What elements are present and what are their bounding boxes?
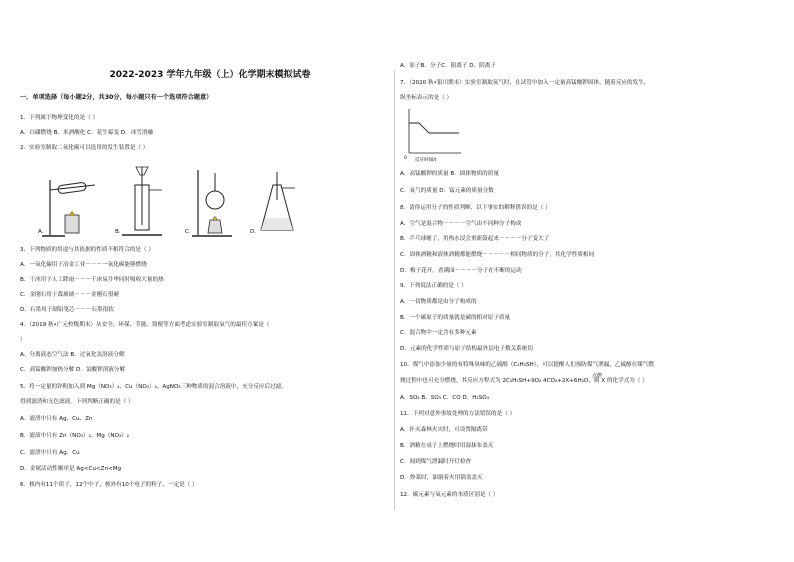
apparatus-figures <box>20 165 320 240</box>
apparatus-d-figure <box>255 170 300 240</box>
exam-title: 2022-2023 学年九年级（上）化学期末模拟试卷 <box>109 70 311 80</box>
answer-option: C．闻到煤气泄漏时开灯检查 <box>400 459 472 465</box>
question-line: 11．下列对意外事故处理的方法错误的是（ ） <box>400 411 516 417</box>
question-line: ） <box>20 337 26 343</box>
answer-options: A．分离液态空气法 B．过氧化氢溶液分解 <box>20 352 125 358</box>
question-line: 7．（2020 秋•银川期末）实验室制取氧气时，在试管中加入一定量高锰酸钾固体，随着反应的发生， <box>400 80 650 86</box>
question-line: 纵坐标表示的是（ ） <box>400 95 453 101</box>
question-line: 5．将一定量的锌粉加入到 Mg（NO₃）₂、Cu（NO₃）₂、AgNO₃三种物质的混合溶液中，充分反应后过滤， <box>20 384 287 390</box>
apparatus-c-figure <box>190 165 235 240</box>
answer-option: D．元素的化学性质与原子结构最外层电子数关系密切 <box>400 346 533 352</box>
answer-options: A．原子B．分子C．阳离子 D．阴离子 <box>400 63 496 69</box>
option-label: C. <box>185 229 191 235</box>
origin-label: 0 <box>404 156 407 161</box>
question-line: 得到滤渣和无色滤液。下列判断正确的是（ ） <box>20 399 134 405</box>
answer-option: B．乒乓球瘪了，用热水浸会重新鼓起来－－－－分子变大了 <box>400 236 550 242</box>
answer-option: B．干冰用于人工降雨－－－干冰易升华同时吸收大量的热 <box>20 277 164 283</box>
answer-option: B．一个碳原子的质量就是碳的相对原子质量 <box>400 315 511 321</box>
column-divider <box>394 70 395 510</box>
answer-options: C．氧气的质量 D．锰元素的质量分数 <box>400 188 494 194</box>
answer-options: A．SO₂ B．SO₃ C．CO D．H₂SO₄ <box>400 395 489 401</box>
line-chart <box>403 107 463 165</box>
answer-option: C．固体酒精和液体酒精都能燃烧－－－－－相同物质的分子，其化学性质相同 <box>400 252 595 258</box>
question-line: 4．（2019 秋•广元校级期末）从安全、环保、节能、简便等方面考虑实验室制取氧气的最佳方案是（ <box>20 322 270 328</box>
answer-option: A．扑灭森林火灾时，可设置隔离带 <box>400 427 488 433</box>
question-line: 6．核内有11个质子，12个中子，核外有10个电子的粒子，一定是（ ） <box>20 482 198 488</box>
option-label: D. <box>250 229 257 235</box>
question-line: 8．请你运用分子的性质判断，以下事实的解释错误的是（ ） <box>400 205 551 211</box>
series-line <box>409 123 459 133</box>
reaction-condition: 点燃 <box>592 373 603 379</box>
question-line: 烧过程中也可充分燃烧，其反应方程式为 2C₂H₅SH+9O₂ 4CO₂+2X+6H₂O，则 X 的化学式为（ ） <box>400 378 648 384</box>
answer-option: C．混合物中一定含有多种元素 <box>400 330 477 336</box>
question-line: 2．实验室制取二氧化碳可以选用的发生装置是（ ） <box>20 145 149 151</box>
apparatus-a-figure <box>40 170 100 240</box>
answer-option: D．金属活动性顺序是 Ag<Cu<Zn<Mg <box>20 466 122 472</box>
left-column <box>20 0 400 562</box>
right-column <box>400 0 780 562</box>
question-line: 12．碳元素与氧元素的本质区别是（ ） <box>400 492 499 498</box>
answer-option: D．石墨用于制铅笔芯－－－石墨很软 <box>20 307 114 313</box>
answer-option: B．滤液中只有 Zn（NO₃）₂、Mg（NO₃）₂ <box>20 433 130 439</box>
answer-options: C．高锰酸钾加热分解 D．氯酸钾溶液分解 <box>20 367 126 373</box>
answer-options: A．高锰酸钾的质量 B．固体物质的质量 <box>400 171 499 177</box>
answer-option: D．梅子花开，香满园－－－－分子在不断的运动 <box>400 268 522 274</box>
answer-option: D．炒菜时，油锅着火用锅盖盖灭 <box>400 475 483 481</box>
answer-option: A．空气是混合物－－－－空气由不同种分子构成 <box>400 221 522 227</box>
answer-option: C．金刚石用于裁玻璃－－－金刚石很硬 <box>20 292 120 298</box>
answer-option: C．滤渣中只有 Ag、Cu <box>20 450 80 456</box>
option-label: A. <box>38 229 44 235</box>
option-label: B. <box>115 229 121 235</box>
apparatus-b-figure <box>120 165 165 240</box>
x-axis-label: 反应时间/t <box>415 158 437 163</box>
answer-option: A．一氧化碳用于冶金工业－－－一氧化碳能够燃烧 <box>20 262 147 268</box>
section-heading: 一、单项选择（每小题2分，共30分，每小题只有一个选项符合题意） <box>20 94 213 101</box>
answer-option: B．酒精在桌子上燃烧时用湿抹布盖灭 <box>400 443 494 449</box>
question-line: 9．下列说法正确的是（ ） <box>400 283 467 289</box>
question-line: 1．下列属于物理变化的是（ ） <box>20 115 99 121</box>
question-line: 10．煤气中添加少量的有特殊臭味的乙硫醇（C₂H₅SH），可以提醒人们预防煤气泄漏，乙硫醇在煤气燃 <box>400 362 655 368</box>
answer-option: A．滤渣中只有 Ag、Cu、Zn <box>20 416 93 422</box>
answer-option: A．一切物质都是由分子构成的 <box>400 299 477 305</box>
answer-options: A．白磷燃烧 B．米酒酸化 C．花生霉变 D．冰雪消融 <box>20 130 154 136</box>
question-line: 3．下列物质的用途与其依据的性质不相符合的是（ ） <box>20 247 154 253</box>
